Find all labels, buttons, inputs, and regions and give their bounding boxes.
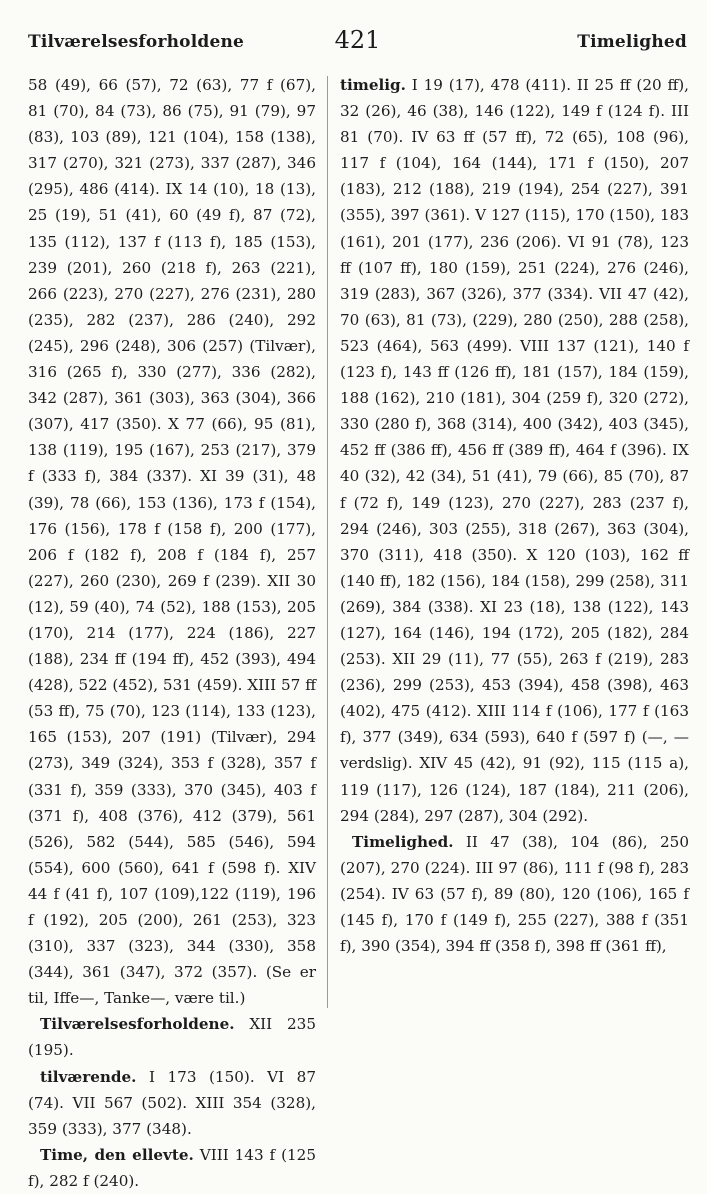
index-entry	[340, 72, 689, 829]
entry-references: 58 (49), 66 (57), 72 (63), 77 f (67), 81 (70), 84 (73), 86 (75), 91 (79), 97 (83), 103 (89), 121 (104), 158 (138), 317 (270), 321 (273), 337 (287), 346 (295), 486 (414). IX 14 (10), 18 (13), 25 (19), 51 (41), 60 (49 f), 87 (72), 135 (112), 137 f (113 f), 185 (153), 239 (201), 260 (218 f), 263 (221), 266 (223), 270 (227), 276 (231), 280 (235), 282 (237), 286 (240), 292 (245), 296 (248), 306 (257) (Tilvær), 316 (265 f), 330 (277), 336 (282), 342 (287), 361 (303), 363 (304), 366 (307), 417 (350). X 77 (66), 95 (81), 138 (119), 195 (167), 253 (217), 379 f (333 f), 384 (337). XI 39 (31), 48 (39), 78 (66), 153 (136), 173 f (154), 176 (156), 178 f (158 f), 200 (177), 206 f (182 f), 208 f (184 f), 257 (227), 260 (230), 269 f (239). XII 30 (12), 59 (40), 74 (52), 188 (153), 205 (170), 214 (177), 224 (186), 227 (188), 234 ff (194 ff), 452 (393), 494 (428), 522 (452), 531 (459). XIII 57 ff (53 ff), 75 (70), 123 (114), 133 (123), 165 (153), 207 (191) (Tilvær), 294 (273), 349 (324), 353 f (328), 357 f (331 f), 359 (333), 370 (345), 403 f (371 f), 408 (376), 412 (379), 561 (526), 582 (544), 585 (546), 594 (554), 600 (560), 641 f (598 f). XIV 44 f (41 f), 107 (109),122 (119), 196 f (192), 205 (200), 261 (253), 323 (310), 337 (323), 344 (330), 358 (344), 361 (347), 372 (357). (Se er til, Iffe—, Tanke—, være til.)	[28, 76, 316, 1008]
header-right-keyword: Timelighed	[577, 32, 687, 52]
running-header	[28, 26, 687, 58]
index-entry	[28, 1142, 316, 1194]
entry-references: XII 235 (195).	[28, 1015, 316, 1060]
entry-headword: timelig.	[340, 76, 406, 94]
column-divider	[327, 76, 328, 1008]
entry-continuation	[28, 72, 316, 1011]
entry-headword: tilværende.	[40, 1067, 137, 1086]
entry-references: I 173 (150). VI 87 (74). VII 567 (502). XIII 354 (328), 359 (333), 377 (348).	[28, 1067, 316, 1138]
index-entry	[28, 1064, 316, 1142]
entry-references: VIII 143 f (125 f), 282 f (240).	[28, 1145, 316, 1190]
left-column	[28, 72, 316, 1194]
index-entry	[340, 829, 689, 959]
entry-headword: Tilværelsesforholdene.	[40, 1015, 235, 1034]
entry-references: II 47 (38), 104 (86), 250 (207), 270 (224). III 97 (86), 111 f (98 f), 283 (254). IV 63 (57 f), 89 (80), 120 (106), 165 f (145 f), 170 f (149 f), 255 (227), 388 f (351 f), 390 (354), 394 ff (358 f), 398 ff (361 ff),	[340, 832, 689, 956]
header-left-keyword: Tilværelsesforholdene	[28, 32, 245, 52]
entry-headword: Timelighed.	[352, 832, 454, 851]
entry-references: I 19 (17), 478 (411). II 25 ff (20 ff), 32 (26), 46 (38), 146 (122), 149 f (124 f). III 81 (70). IV 63 ff (57 ff), 72 (65), 108 (96), 117 f (104), 164 (144), 171 f (150), 207 (183), 212 (188), 219 (194), 254 (227), 391 (355), 397 (361). V 127 (115), 170 (150), 183 (161), 201 (177), 236 (206). VI 91 (78), 123 ff (107 ff), 180 (159), 251 (224), 276 (246), 319 (283), 367 (326), 377 (334). VII 47 (42), 70 (63), 81 (73), (229), 280 (250), 288 (258), 523 (464), 563 (499). VIII 137 (121), 140 f (123 f), 143 ff (126 ff), 181 (157), 184 (159), 188 (162), 210 (181), 304 (259 f), 320 (272), 330 (280 f), 368 (314), 400 (342), 403 (345), 452 ff (386 ff), 456 ff (389 ff), 464 f (396). IX 40 (32), 42 (34), 51 (41), 79 (66), 85 (70), 87 f (72 f), 149 (123), 270 (227), 283 (237 f), 294 (246), 303 (255), 318 (267), 363 (304), 370 (311), 418 (350). X 120 (103), 162 ff (140 ff), 182 (156), 184 (158), 299 (258), 311 (269), 384 (338). XI 23 (18), 138 (122), 143 (127), 164 (146), 194 (172), 205 (182), 284 (253). XII 29 (11), 77 (55), 263 f (219), 283 (236), 299 (253), 453 (394), 458 (398), 463 (402), 475 (412). XIII 114 f (106), 177 f (163 f), 377 (349), 634 (593), 640 f (597 f) (—, — verdslig). XIV 45 (42), 91 (92), 115 (115 a), 119 (117), 126 (124), 187 (184), 211 (206), 294 (284), 297 (287), 304 (292).	[340, 76, 689, 825]
page-number: 421	[334, 26, 381, 54]
right-column	[340, 72, 689, 959]
entry-headword: Time, den ellevte.	[40, 1145, 194, 1164]
index-entry	[28, 1011, 316, 1063]
